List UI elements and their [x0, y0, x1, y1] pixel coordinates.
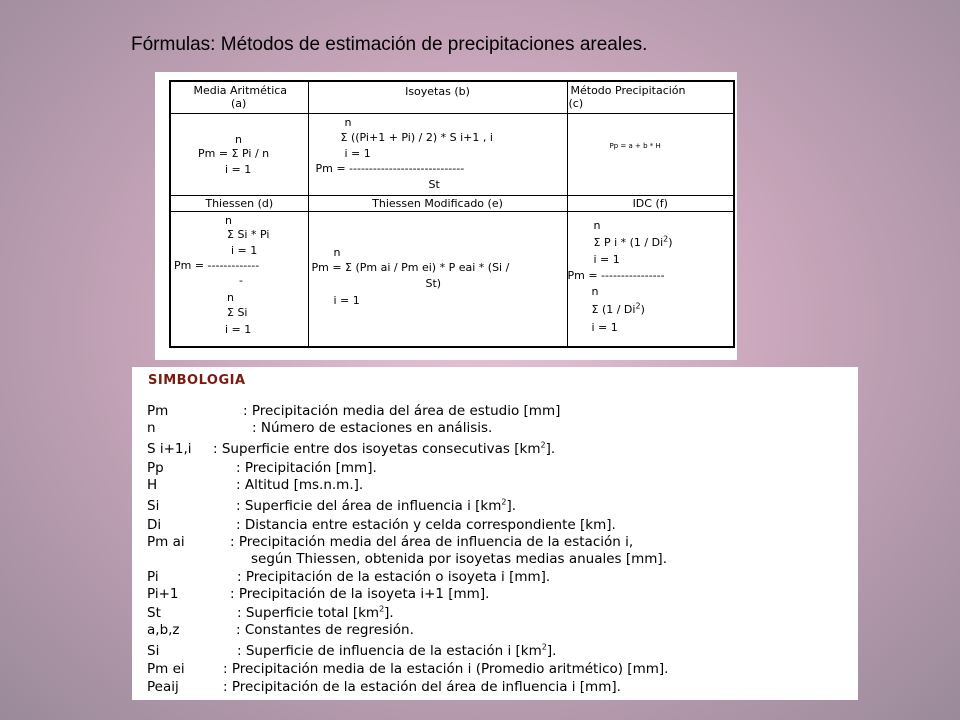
- header-media-aritmetica: Media Aritmética (a): [170, 81, 308, 113]
- formulas-table-image: [155, 72, 737, 360]
- symbology-item: Si : Superficie del área de influencia i $[km^2]$.: [147, 497, 517, 514]
- symbology-item: Pm ei : Precipitación media de la estación i (Promedio aritmético) [mm].: [147, 661, 669, 677]
- formula-thiessen-modificado: n Pm = Σ (Pm ai / Pm ei) * P eai * (Si / St) i = 1: [308, 211, 567, 347]
- slide-title: Fórmulas: Métodos de estimación de precipitaciones areales.: [131, 34, 648, 55]
- symbology-item: Pm : Precipitación media del área de estudio [mm]: [147, 403, 561, 419]
- formulas-table: [169, 80, 735, 348]
- header-isoyetas: Isoyetas (b): [308, 81, 567, 113]
- symbology-panel: SIMBOLOGIA Pm : Precipitación media del área de estudio [mm] n : Número de estaciones en análisis. S i+1,i : Superficie entre dos isoyetas consecutivas $[km^2]$. Pp : Precipitación [mm]. H : Altitud [ms.n.m.]. Si : Superficie del área de influencia i $[km^2]$. Di : Distancia entre estación y celda correspondiente [km]. Pm ai : Precipitación media del área de influencia de la estación i, según Thiessen, obtenida por isoyetas medias anuales [mm]. Pi : Precipitación de la estación o isoyeta i [mm]. Pi+1 : Precipitación de la isoyeta i+1 [mm]. St : Superficie total $[km^2]$. a,b,z : Constantes de regresión. Si : Superficie de influencia de la estación i $[km^2]$. Pm ei : Precipitación media de la estación i (Promedio aritmético) [mm]. Peaij : Precipitación de la estación del área de influencia i [mm].: [132, 367, 858, 700]
- symbology-item: Pm ai : Precipitación media del área de influencia de la estación i,: [147, 534, 634, 550]
- symbology-item: Pi+1 : Precipitación de la isoyeta i+1 [mm].: [147, 586, 490, 602]
- formula-metodo-precipitacion: Pp = a + b * H: [567, 113, 734, 195]
- header-idc: IDC (f): [567, 195, 734, 211]
- symbology-item: Si : Superficie de influencia de la estación i $[km^2]$.: [147, 642, 557, 659]
- formula-thiessen: n Σ Si * Pi i = 1 Pm = ------------- - n Σ Si i = 1: [170, 211, 308, 347]
- header-metodo-precipitacion: Método Precipitación (c): [567, 81, 734, 113]
- header-thiessen-modificado: Thiessen Modificado (e): [308, 195, 567, 211]
- symbology-item: n : Número de estaciones en análisis.: [147, 420, 493, 436]
- symbology-item: a,b,z : Constantes de regresión.: [147, 622, 414, 638]
- symbology-item: Di : Distancia entre estación y celda correspondiente [km].: [147, 517, 616, 533]
- symbology-item: St : Superficie total $[km^2]$.: [147, 604, 394, 621]
- symbology-item: Pp : Precipitación [mm].: [147, 460, 377, 476]
- symbology-item: Pi : Precipitación de la estación o isoyeta i [mm].: [147, 569, 551, 585]
- formula-idc: n Σ P i * (1 / Di$^2$) i = 1 Pm = ---------------- n Σ (1 / Di$^2$) i = 1: [567, 211, 734, 347]
- symbology-title: SIMBOLOGIA: [148, 373, 246, 388]
- formula-media-aritmetica: n Pm = Σ Pi / n i = 1: [170, 113, 308, 195]
- header-thiessen: Thiessen (d): [170, 195, 308, 211]
- symbology-item: Peaij : Precipitación de la estación del área de influencia i [mm].: [147, 679, 621, 695]
- symbology-item: S i+1,i : Superficie entre dos isoyetas consecutivas $[km^2]$.: [147, 440, 556, 457]
- symbology-item: H : Altitud [ms.n.m.].: [147, 477, 364, 493]
- formula-isoyetas: n Σ ((Pi+1 + Pi) / 2) * S i+1 , i i = 1 Pm = ----------------------------- St: [308, 113, 567, 195]
